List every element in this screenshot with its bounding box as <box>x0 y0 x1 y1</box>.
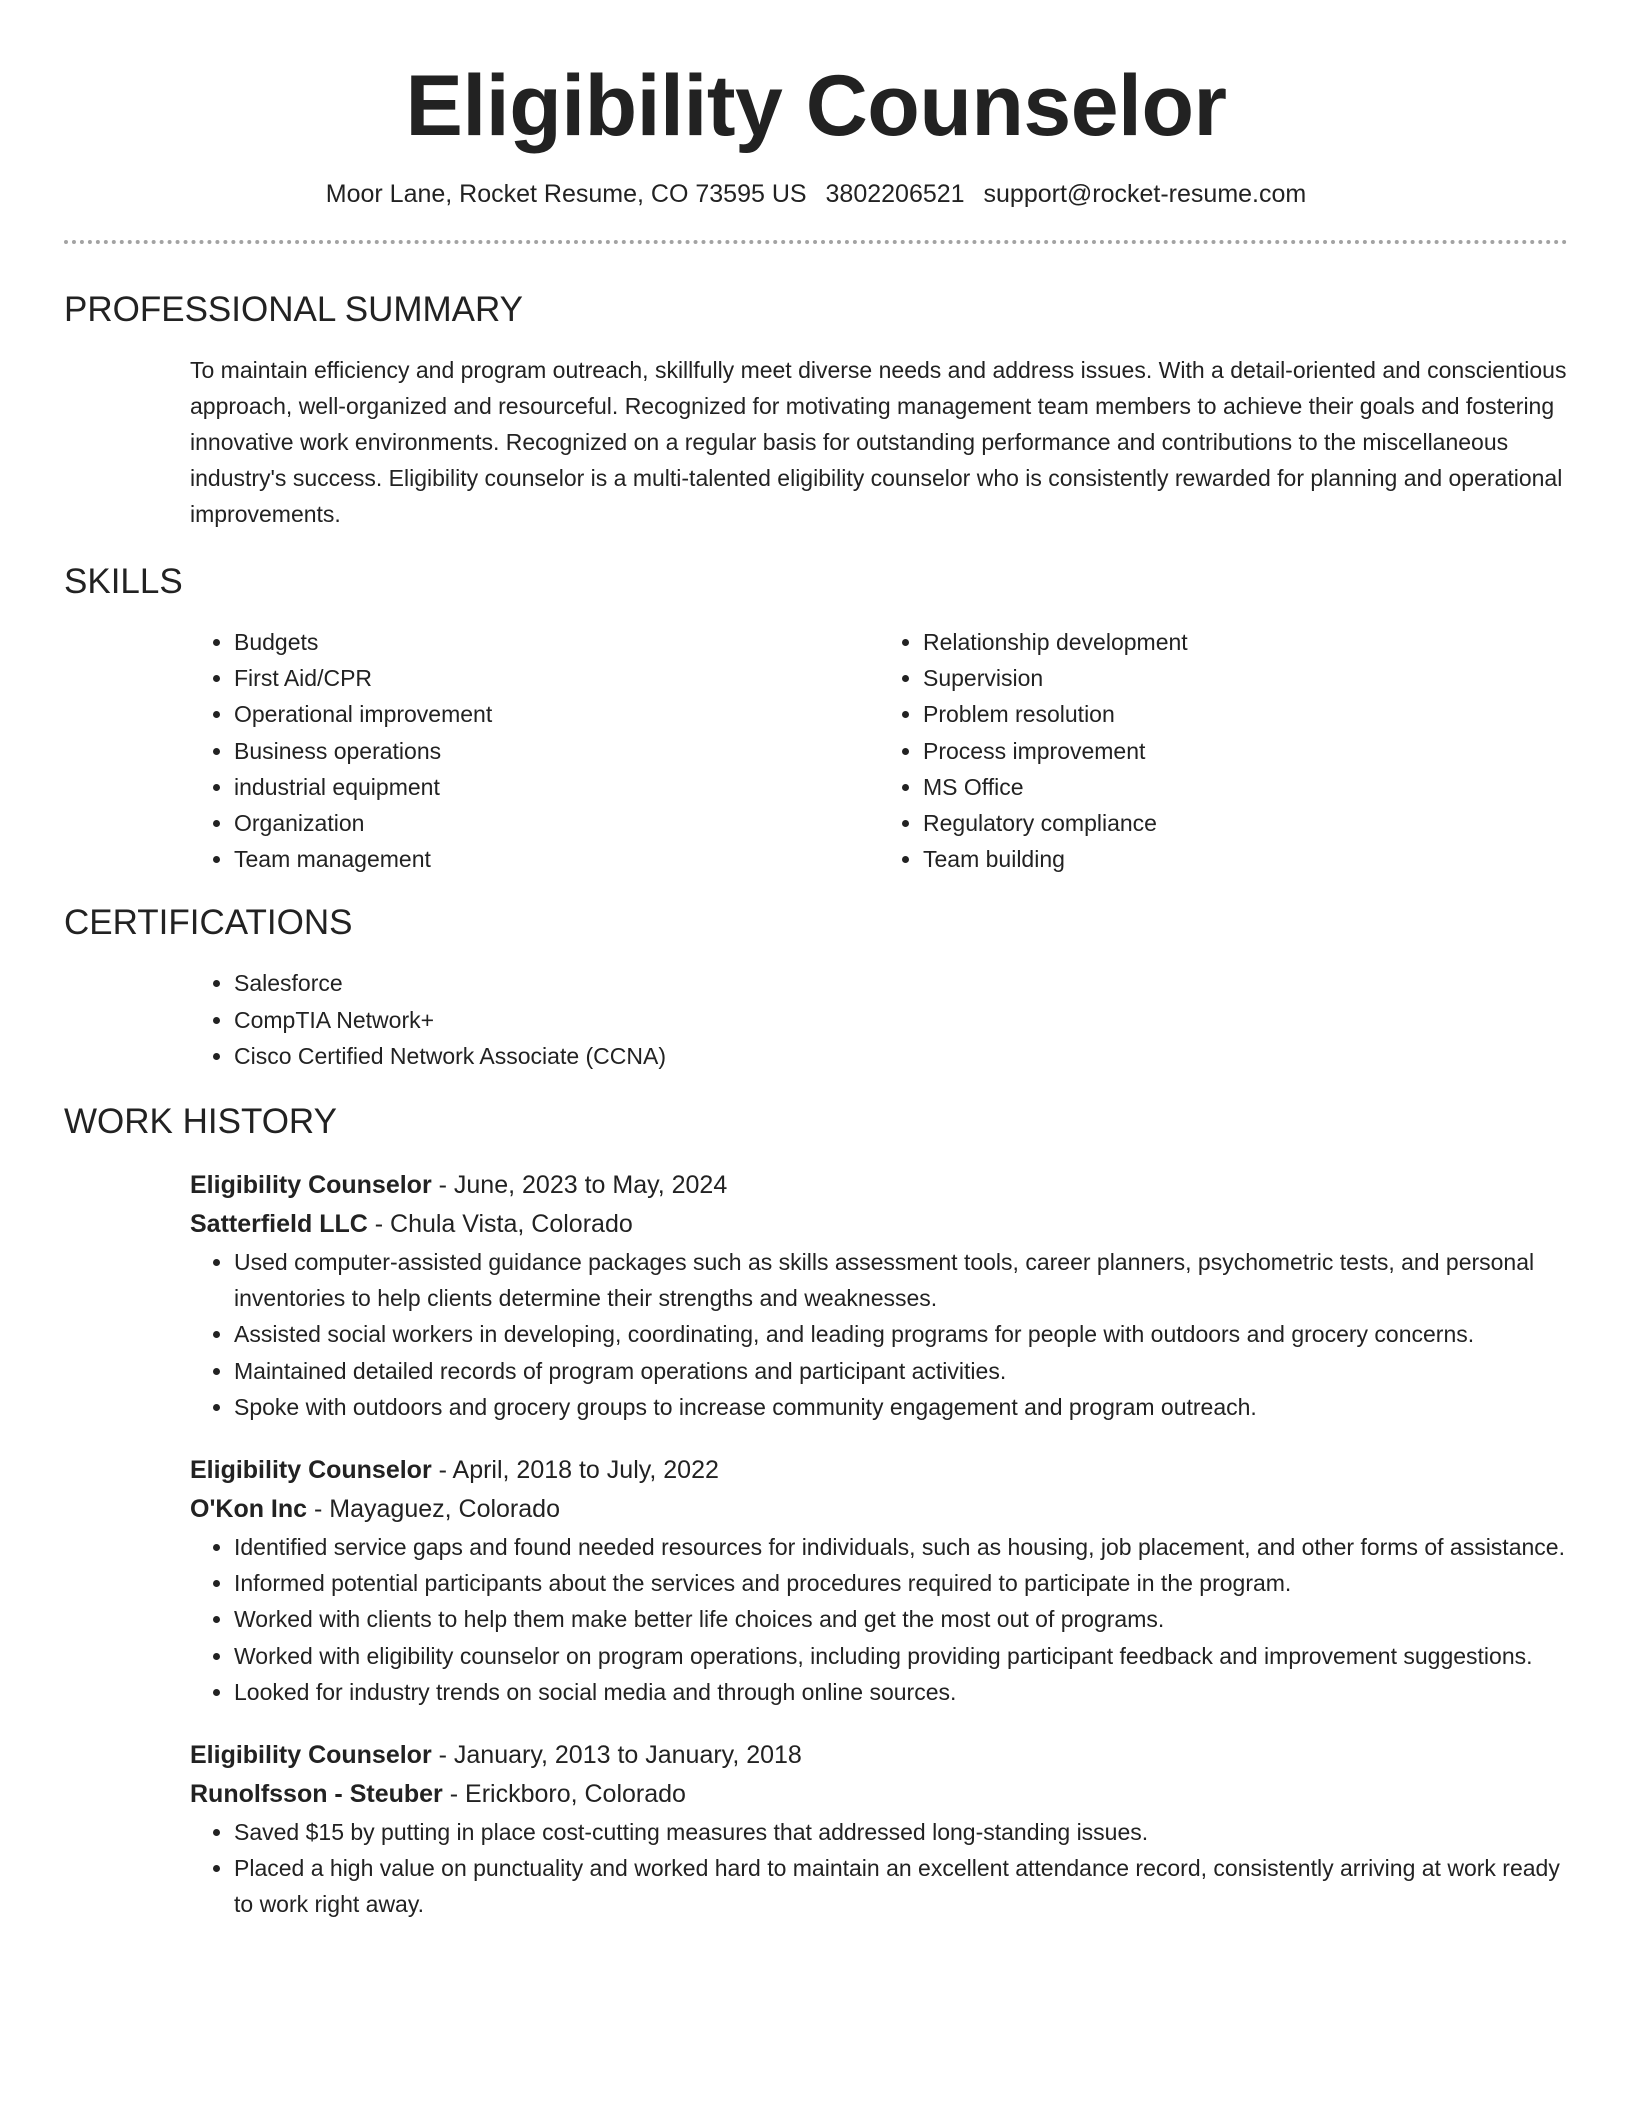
responsibility-item: • Assisted social workers in developing, coordinating, and leading programs for people with outdoors and grocery concerns. <box>234 1316 1568 1352</box>
job-entry <box>64 1736 1568 1923</box>
job-title: Eligibility Counselor <box>190 1171 432 1200</box>
contact-email: support@rocket-resume.com <box>983 180 1307 208</box>
job-company: O'Kon Inc <box>190 1495 308 1524</box>
job-dates: - January, 2013 to January, 2018 <box>431 1741 802 1770</box>
job-dates: - June, 2023 to May, 2024 <box>431 1171 728 1200</box>
job-title: Eligibility Counselor <box>190 1741 432 1770</box>
job-responsibilities <box>190 1244 1568 1425</box>
skill-item: • Team management <box>234 841 879 877</box>
job-company-line <box>190 1775 1568 1814</box>
skills-list-left <box>190 624 879 877</box>
job-title: Eligibility Counselor <box>190 1456 432 1485</box>
job-location: - Chula Vista, Colorado <box>367 1210 633 1239</box>
skill-item: • MS Office <box>923 769 1568 805</box>
responsibility-item: • Spoke with outdoors and grocery groups to increase community engagement and program outreach. <box>234 1389 1568 1425</box>
certification-item: • CompTIA Network+ <box>234 1002 1568 1038</box>
certification-item: • Cisco Certified Network Associate (CCNA) <box>234 1038 1568 1074</box>
responsibility-item: • Placed a high value on punctuality and worked hard to maintain an excellent attendance record, consistently arriving at work ready to work right away. <box>234 1850 1568 1922</box>
skill-item: • Supervision <box>923 660 1568 696</box>
skill-item: • Problem resolution <box>923 696 1568 732</box>
responsibility-item: • Informed potential participants about the services and procedures required to participate in the program. <box>234 1565 1568 1601</box>
responsibility-item: • Used computer-assisted guidance packages such as skills assessment tools, career planners, psychometric tests, and personal inventories to help clients determine their strengths and weaknesses. <box>234 1244 1568 1316</box>
contact-phone: 3802206521 <box>825 180 965 208</box>
job-company: Runolfsson - Steuber <box>190 1780 443 1809</box>
skill-item: • Process improvement <box>923 733 1568 769</box>
skills-heading: SKILLS <box>64 562 183 601</box>
job-responsibilities <box>190 1529 1568 1710</box>
skill-item: • First Aid/CPR <box>234 660 879 696</box>
responsibility-item: • Looked for industry trends on social media and through online sources. <box>234 1674 1568 1710</box>
candidate-name: Eligibility Counselor <box>405 58 1227 154</box>
work-history-section <box>64 1100 1568 1923</box>
contact-line <box>64 178 1568 210</box>
job-responsibilities <box>190 1814 1568 1923</box>
job-title-line <box>190 1166 1568 1205</box>
job-location: - Mayaguez, Colorado <box>307 1495 560 1524</box>
summary-text: To maintain efficiency and program outreach, skillfully meet diverse needs and address issues. With a detail-oriented and conscientious approach, well-organized and resourceful. Recognized for motivating management team members to achieve their goals and fostering innovative work environments. Recognized on a regular basis for outstanding performance and contributions to the miscellaneous industry's success. Eligibility counselor is a multi-talented eligibility counselor who is consistently rewarded for planning and operational improvements. <box>190 357 1567 527</box>
certification-item: • Salesforce <box>234 965 1568 1001</box>
responsibility-item: • Saved $15 by putting in place cost-cutting measures that addressed long-standing issues. <box>234 1814 1568 1850</box>
skill-item: • Operational improvement <box>234 696 879 732</box>
responsibility-item: • Worked with eligibility counselor on program operations, including providing participant feedback and improvement suggestions. <box>234 1638 1568 1674</box>
skill-item: • Budgets <box>234 624 879 660</box>
certifications-list <box>190 965 1568 1074</box>
job-title-line <box>190 1451 1568 1490</box>
job-dates: - April, 2018 to July, 2022 <box>431 1456 719 1485</box>
skill-item: • Regulatory compliance <box>923 805 1568 841</box>
job-entry <box>64 1166 1568 1425</box>
responsibility-item: • Maintained detailed records of program operations and participant activities. <box>234 1353 1568 1389</box>
job-entry <box>64 1451 1568 1710</box>
responsibility-item: • Identified service gaps and found needed resources for individuals, such as housing, job placement, and other forms of assistance. <box>234 1529 1568 1565</box>
work-history-heading: WORK HISTORY <box>64 1102 337 1142</box>
certifications-heading: CERTIFICATIONS <box>64 903 353 943</box>
header-divider <box>64 240 1568 244</box>
job-title-line <box>190 1736 1568 1775</box>
skill-item: • Business operations <box>234 733 879 769</box>
skill-item: • industrial equipment <box>234 769 879 805</box>
job-location: - Erickboro, Colorado <box>442 1780 686 1809</box>
skill-item: • Organization <box>234 805 879 841</box>
certifications-section <box>64 901 1568 1074</box>
job-company: Satterfield LLC <box>190 1210 368 1239</box>
contact-address: Moor Lane, Rocket Resume, CO 73595 US <box>325 180 807 208</box>
job-company-line <box>190 1490 1568 1529</box>
responsibility-item: • Worked with clients to help them make better life choices and get the most out of programs. <box>234 1601 1568 1637</box>
skills-section <box>64 560 1568 877</box>
summary-heading: PROFESSIONAL SUMMARY <box>64 290 523 329</box>
skill-item: • Team building <box>923 841 1568 877</box>
skills-list-right <box>879 624 1568 877</box>
job-company-line <box>190 1205 1568 1244</box>
summary-section <box>64 288 1568 532</box>
skill-item: • Relationship development <box>923 624 1568 660</box>
